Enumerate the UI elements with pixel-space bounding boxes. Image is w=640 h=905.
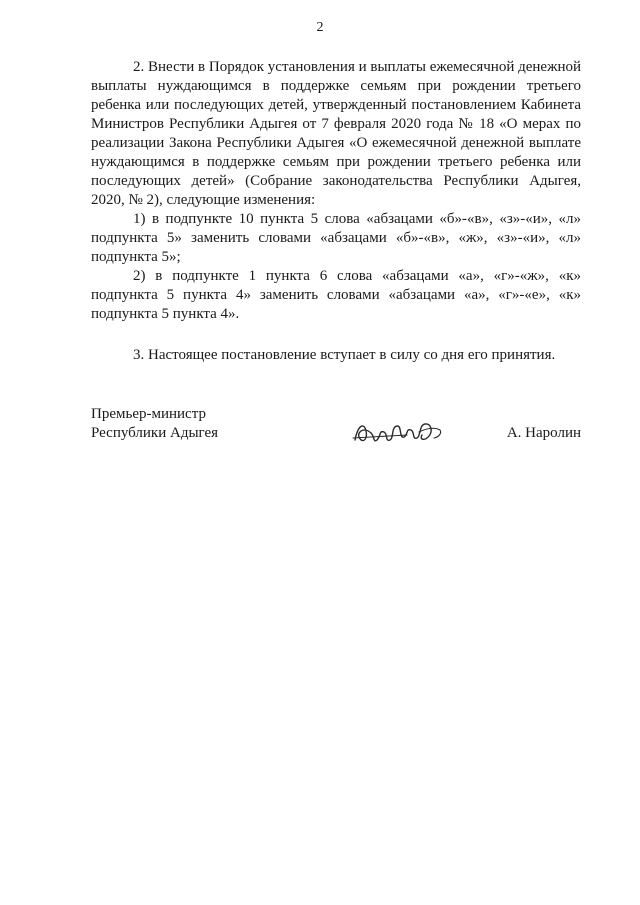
paragraph-subitem-1: 1) в подпункте 10 пункта 5 слова «абзацами «б»-«в», «з»-«и», «л» подпункта 5» заменить словами «абзацами «б»-«в», «ж», «з»-«и», «л» подпункта 5»; — [91, 211, 581, 265]
page-number: 2 — [316, 20, 324, 35]
signer-position — [91, 405, 218, 443]
paragraph-item-3: 3. Настоящее постановление вступает в силу со дня его принятия. — [133, 347, 556, 363]
signer-name: А. Наролин — [506, 425, 581, 441]
paragraph-item-2: 2. Внести в Порядок установления и выплаты ежемесячной денежной выплаты нуждающимся в поддержке семьям при рождении третьего ребенка или последующих детей, утвержденный постановлением Кабинета Министров Республики Адыгея от 7 февраля 2020 года № 18 «О мерах по реализации Закона Республики Адыгея «О ежемесячной денежной выплате нуждающимся в поддержке семьям при рождении третьего ребенка или последующих детей» (Собрание законодательства Республики Адыгея, 2020, № 2), следующие изменения: — [91, 59, 582, 208]
signature-block — [91, 405, 581, 455]
paragraph-subitem-2: 2) в подпункте 1 пункта 6 слова «абзацами «а», «г»-«ж», «к» подпункта 5 пункта 4» заменить словами «абзацами «а», «г»-«е», «к» подпункта 5 пункта 4». — [91, 268, 581, 322]
signer-position-line-2: Республики Адыгея — [91, 425, 219, 441]
signer-position-line-1: Премьер-министр — [91, 406, 206, 422]
document-body — [91, 58, 581, 365]
handwritten-signature — [349, 413, 444, 451]
